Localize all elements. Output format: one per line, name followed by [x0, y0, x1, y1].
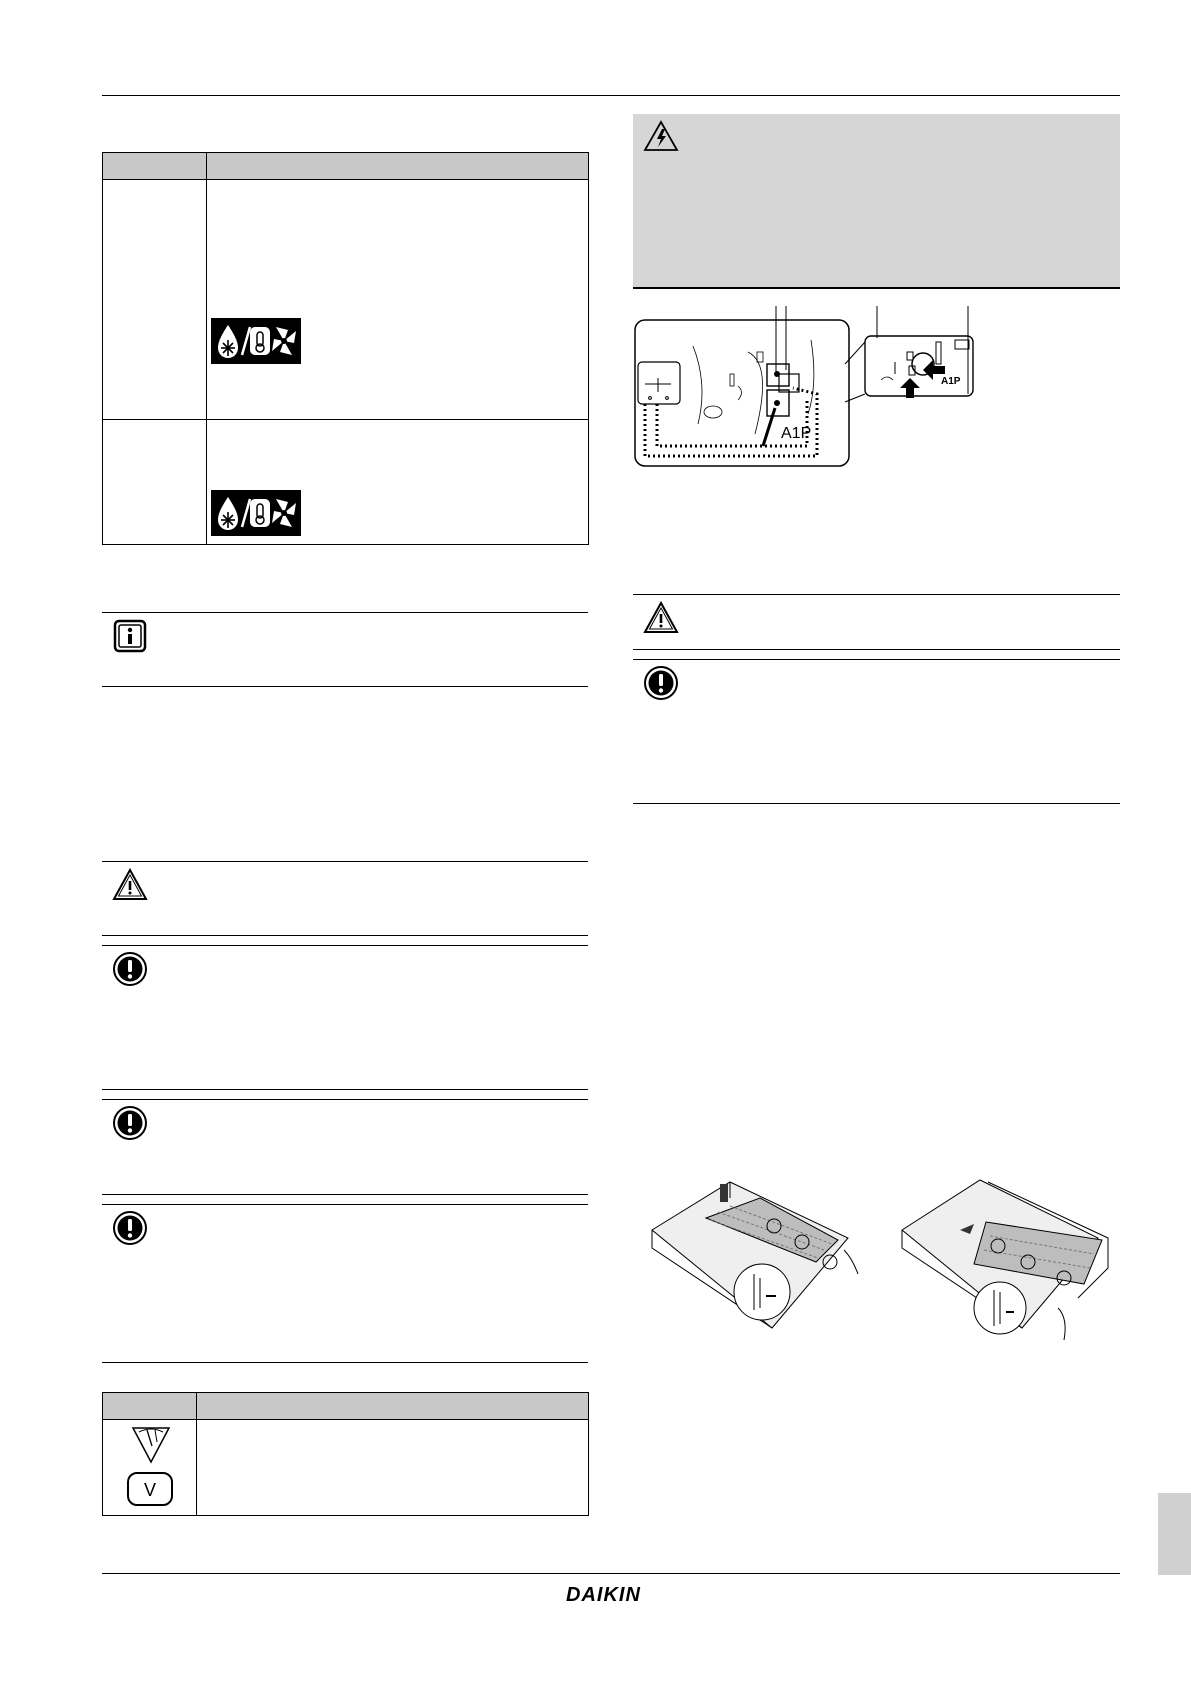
cool-heat-fan-mode-icon — [214, 493, 298, 533]
notice-note — [102, 945, 588, 1089]
caution-note-bottom-rule — [633, 649, 1120, 650]
table-header-row — [103, 1393, 589, 1420]
mode-table — [102, 152, 589, 545]
notice-note-bottom-rule — [102, 1089, 588, 1090]
caution-triangle-icon — [643, 600, 679, 636]
pcb-label-detail: A1P — [941, 376, 961, 387]
filter-removal-illustration-1 — [648, 1178, 870, 1330]
chapter-side-tab — [1158, 1493, 1191, 1575]
v-button-letter: V — [143, 1480, 157, 1500]
caution-note-bottom-rule — [102, 935, 588, 936]
electrical-warning-bottom-rule — [633, 287, 1120, 289]
table-header-row — [103, 153, 589, 180]
table-row — [103, 180, 589, 420]
notice-note — [102, 1204, 588, 1362]
info-icon — [112, 618, 148, 654]
exclamation-circle-icon — [112, 1210, 148, 1246]
caution-triangle-icon — [112, 867, 148, 903]
exclamation-circle-icon — [643, 665, 679, 701]
cool-heat-fan-mode-icon — [214, 321, 298, 361]
notice-note — [102, 1099, 588, 1194]
electrical-hazard-icon — [643, 120, 679, 152]
exclamation-circle-icon — [112, 1105, 148, 1141]
info-note-bottom-rule — [102, 686, 588, 687]
indicator-table — [102, 1392, 589, 1516]
notice-note-bottom-rule — [102, 1362, 588, 1363]
mode-icon — [211, 318, 301, 364]
electrical-warning-box — [633, 114, 1120, 287]
header-rule — [102, 95, 1120, 96]
info-note — [102, 612, 588, 686]
table-row — [103, 420, 589, 545]
pcb-label-main: A1P — [781, 425, 812, 442]
filter-removal-illustration-2 — [898, 1178, 1120, 1343]
notice-note — [633, 659, 1120, 803]
exclamation-circle-icon — [112, 951, 148, 987]
notice-note-bottom-rule — [102, 1194, 588, 1195]
signal-receiver-icon — [131, 1424, 171, 1466]
caution-note — [633, 594, 1120, 649]
notice-note-bottom-rule — [633, 803, 1120, 804]
pcb-location-figure — [633, 304, 993, 470]
v-button-icon — [126, 1470, 174, 1508]
daikin-logo: DAIKIN — [566, 1584, 641, 1606]
caution-note — [102, 861, 588, 935]
mode-icon — [211, 490, 301, 536]
table-row — [103, 1420, 589, 1516]
footer-rule — [102, 1573, 1120, 1574]
